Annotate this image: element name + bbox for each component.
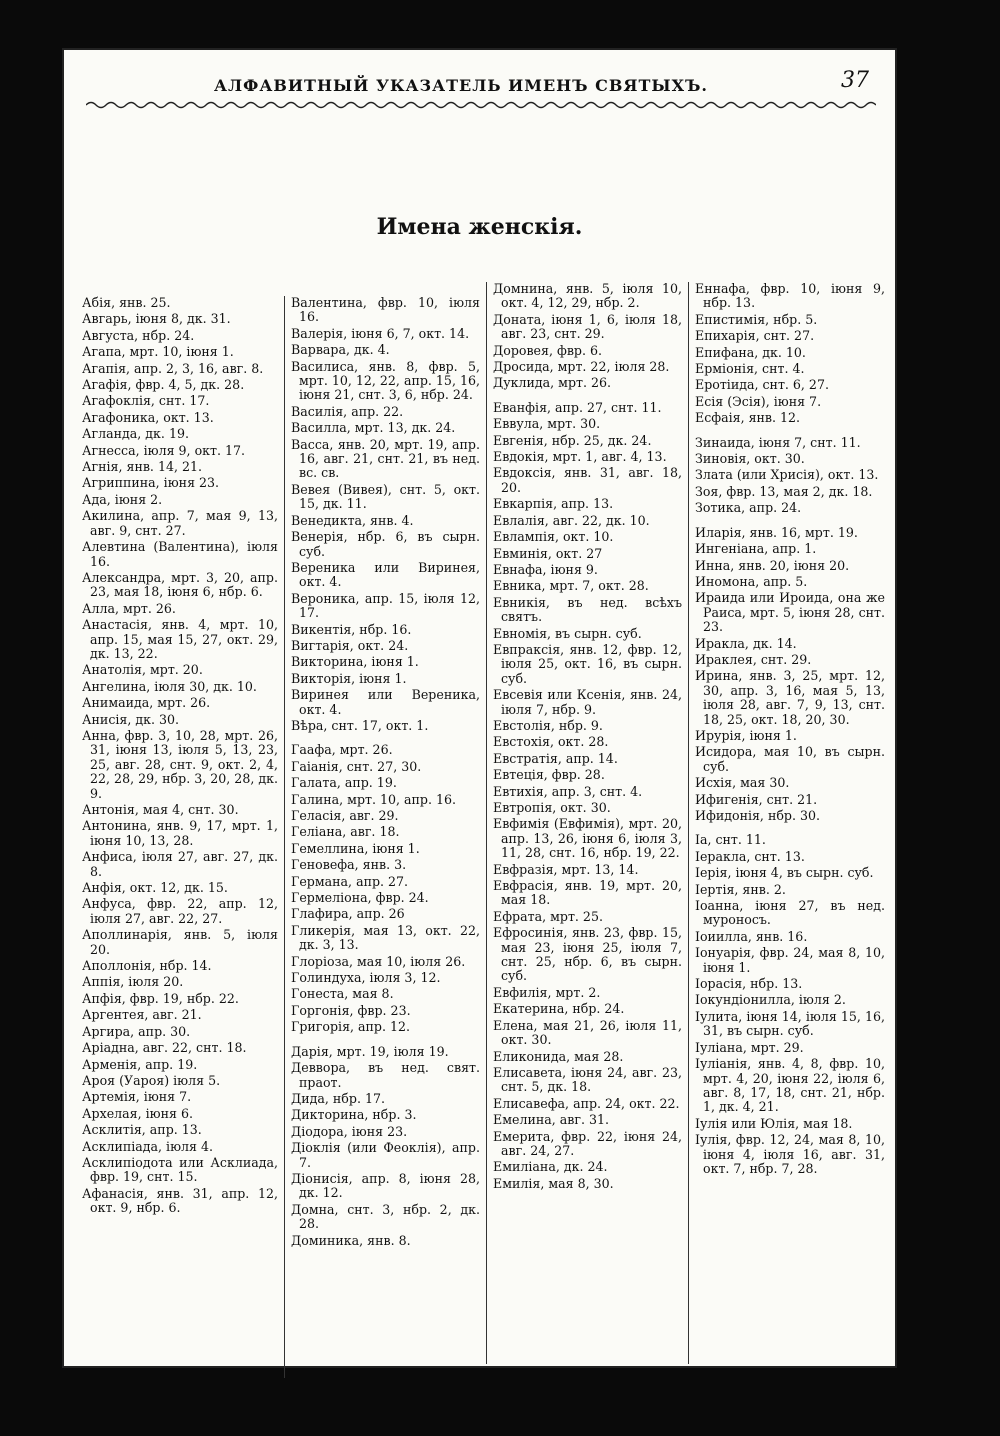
name-entry: Александра, мрт. 3, 20, апр. 23, мая 18, іюня 6, нбр. 6.: [82, 569, 278, 600]
name-entry: Евнафа, іюня 9.: [493, 561, 598, 577]
name-entry: Асклипіада, іюля 4.: [82, 1138, 214, 1154]
name-entry: Василла, мрт. 13, дк. 24.: [291, 420, 456, 436]
name-entry: Евгенія, нбр. 25, дк. 24.: [493, 432, 652, 448]
name-entry: Дарія, мрт. 19, іюля 19.: [291, 1043, 449, 1059]
name-entry: Викторина, іюня 1.: [291, 654, 419, 670]
name-entry: Иларія, янв. 16, мрт. 19.: [695, 524, 858, 540]
name-entry: Гаафа, мрт. 26.: [291, 742, 393, 758]
name-entry: Емиліана, дк. 24.: [493, 1159, 608, 1175]
name-entry: Дросида, мрт. 22, іюля 28.: [493, 359, 670, 375]
name-entry: Вереника или Виринея, окт. 4.: [291, 559, 480, 590]
name-entry: Доровея, фвр. 6.: [493, 342, 602, 358]
name-entry: Инна, янв. 20, іюня 20.: [695, 557, 850, 573]
name-entry: Зоя, фвр. 13, мая 2, дк. 18.: [695, 483, 873, 499]
name-entry: Анфиса, іюля 27, авг. 27, дк. 8.: [82, 849, 278, 879]
name-entry: Евсевія или Ксенія, янв. 24, іюля 7, нбр. 9.: [493, 687, 682, 717]
name-entry: Ифигенія, снт. 21.: [695, 791, 818, 807]
name-entry: Іуліана, мрт. 29.: [695, 1039, 804, 1055]
name-entry: Глоріоза, мая 10, іюля 26.: [291, 953, 466, 969]
page-number: 37: [841, 68, 869, 93]
name-entry: Іуліанія, янв. 4, 8, фвр. 10, мрт. 4, 20, іюня 22, іюля 6, авг. 8, 17, 18, снт. 21, нбр. 1, дк. 4, 21.: [695, 1056, 885, 1115]
name-entry: Аполлинарія, янв. 5, іюля 20.: [82, 927, 278, 957]
name-entry: Агнесса, іюля 9, окт. 17.: [82, 442, 246, 458]
name-entry: Елена, мая 21, 26, іюля 11, окт. 30.: [493, 1017, 682, 1048]
name-entry: Агапія, апр. 2, 3, 16, авг. 8.: [82, 360, 264, 376]
name-entry: Анфія, окт. 12, дк. 15.: [82, 880, 228, 896]
name-entry: Гликерія, мая 13, окт. 22, дк. 3, 13.: [291, 922, 480, 953]
name-entry: Голиндуха, іюля 3, 12.: [291, 970, 441, 986]
names-index: [76, 282, 889, 1364]
name-entry: Евлампія, окт. 10.: [493, 529, 614, 545]
name-entry: Аріадна, авг. 22, снт. 18.: [82, 1040, 247, 1056]
name-entry: Емелина, авг. 31.: [493, 1112, 609, 1128]
name-entry: Агланда, дк. 19.: [82, 426, 189, 442]
name-entry: Евтихія, апр. 3, снт. 4.: [493, 783, 643, 799]
name-entry: Афанасія, янв. 31, апр. 12, окт. 9, нбр. 6.: [82, 1185, 278, 1216]
name-entry: Іонуарія, фвр. 24, мая 8, 10, іюня 1.: [695, 945, 885, 975]
name-entry: Епистимія, нбр. 5.: [695, 311, 818, 327]
name-entry: Ада, іюня 2.: [82, 491, 163, 507]
name-entry: Евстохія, окт. 28.: [493, 734, 609, 750]
name-entry: Іоиилла, янв. 16.: [695, 928, 808, 944]
name-entry: Григорія, апр. 12.: [291, 1019, 411, 1035]
name-entry: Елисавета, іюня 24, авг. 23, снт. 5, дк. 18.: [493, 1064, 682, 1095]
name-entry: Агнія, янв. 14, 21.: [82, 459, 203, 475]
name-entry: Іулія, фвр. 12, 24, мая 8, 10, іюня 4, іюля 16, авг. 31, окт. 7, нбр. 7, 28.: [695, 1132, 885, 1176]
name-entry: Асклипіодота или Асклиада, фвр. 19, снт. 15.: [82, 1154, 278, 1185]
name-entry: Евфилія, мрт. 2.: [493, 984, 601, 1000]
name-entry: Геласія, авг. 29.: [291, 808, 399, 823]
name-entry: Ерміонія, снт. 4.: [695, 361, 805, 377]
name-entry: Іорасія, нбр. 13.: [695, 976, 803, 992]
name-entry: Валентина, фвр. 10, іюля 16.: [291, 296, 480, 325]
name-entry: Гермеліона, фвр. 24.: [291, 890, 429, 906]
name-entry: Евфимія (Евфимія), мрт. 20, апр. 13, 26, іюня 6, іюля 3, 11, 28, снт. 16, нбр. 19, 22.: [493, 816, 682, 861]
name-entry: Агапа, мрт. 10, іюня 1.: [82, 344, 234, 360]
name-entry: Евстратія, апр. 14.: [493, 750, 618, 766]
name-entry: Іертія, янв. 2.: [695, 881, 786, 897]
name-entry: Еликонида, мая 28.: [493, 1048, 624, 1064]
name-entry: Елисавефа, апр. 24, окт. 22.: [493, 1095, 680, 1111]
name-entry: Евфрасія, янв. 19, мрт. 20, мая 18.: [493, 878, 682, 908]
name-entry: Евтеція, фвр. 28.: [493, 767, 605, 783]
name-entry: Емилія, мая 8, 30.: [493, 1175, 614, 1191]
name-entry: Евдоксія, янв. 31, авг. 18, 20.: [493, 465, 682, 495]
name-entry: Аппія, іюля 20.: [82, 974, 184, 990]
name-entry: Дикторина, нбр. 3.: [291, 1107, 417, 1123]
name-entry: Варвара, дк. 4.: [291, 342, 390, 358]
name-entry: Евпраксія, янв. 12, фвр. 12, іюля 25, окт. 16, въ сырн. суб.: [493, 641, 682, 686]
name-entry: Агафоника, окт. 13.: [82, 409, 214, 425]
name-entry: Абія, янв. 25.: [82, 296, 171, 310]
name-entry: Ирурія, іюня 1.: [695, 727, 797, 743]
name-entry: Агриппина, іюня 23.: [82, 475, 220, 491]
name-entry: Германа, апр. 27.: [291, 873, 409, 889]
name-entry: Епифана, дк. 10.: [695, 344, 806, 360]
name-entry: Аполлонія, нбр. 14.: [82, 958, 212, 974]
name-entry: Глафира, апр. 26: [291, 906, 405, 922]
name-entry: Геліана, авг. 18.: [291, 824, 400, 840]
name-entry: Есфаія, янв. 12.: [695, 410, 801, 426]
name-entry: Горгонія, фвр. 23.: [291, 1002, 411, 1018]
name-entry: Венедикта, янв. 4.: [291, 512, 414, 528]
name-entry: Алла, мрт. 26.: [82, 600, 176, 616]
name-entry: Вероника, апр. 15, іюля 12, 17.: [291, 590, 480, 621]
name-entry: Евминія, окт. 27: [493, 545, 603, 561]
name-entry: Августа, нбр. 24.: [82, 327, 195, 343]
name-entry: Доната, іюня 1, 6, іюля 18, авг. 23, снт. 29.: [493, 311, 682, 342]
name-entry: Злата (или Хрисія), окт. 13.: [695, 467, 879, 483]
name-entry: Ирина, янв. 3, 25, мрт. 12, 30, апр. 3, 16, мая 5, 13, іюля 28, авг. 7, 9, 13, снт. 18, 25, окт. 18, 20, 30.: [695, 668, 885, 727]
name-entry: Зинаида, іюня 7, снт. 11.: [695, 434, 861, 450]
section-title: Имена женскія.: [376, 214, 583, 240]
name-entry: Вѣра, снт. 17, окт. 1.: [291, 717, 429, 733]
name-entry: Геновефа, янв. 3.: [291, 857, 407, 873]
name-entry: Галина, мрт. 10, апр. 16.: [291, 791, 457, 807]
name-entry: Екатерина, нбр. 24.: [493, 1001, 625, 1017]
name-entry: Вигтарія, окт. 24.: [291, 637, 409, 653]
page-header: [64, 50, 895, 110]
name-entry: Артемія, іюня 7.: [82, 1089, 192, 1105]
name-entry: Евлалія, авг. 22, дк. 10.: [493, 512, 650, 528]
name-entry: Галата, апр. 19.: [291, 775, 397, 791]
name-entry: Архелая, іюня 6.: [82, 1105, 193, 1121]
name-entry: Венерія, нбр. 6, въ сырн. суб.: [291, 529, 480, 559]
name-entry: Исхія, мая 30.: [695, 775, 790, 791]
name-entry: Иракла, дк. 14.: [695, 635, 797, 651]
name-entry: Евномія, въ сырн. суб.: [493, 625, 642, 641]
name-entry: Дуклида, мрт. 26.: [493, 375, 612, 391]
name-entry: Ифидонія, нбр. 30.: [695, 808, 821, 823]
name-entry: Іерія, іюня 4, въ сырн. суб.: [695, 865, 874, 881]
name-entry: Зиновія, окт. 30.: [695, 451, 805, 467]
name-entry: Евтропія, окт. 30.: [493, 800, 611, 815]
name-entry: Діоклія (или Феоклія), апр. 7.: [291, 1140, 480, 1170]
name-entry: Іокундіонилла, іюля 2.: [695, 992, 846, 1008]
name-entry: Дида, нбр. 17.: [291, 1090, 385, 1106]
name-entry: Иномона, апр. 5.: [695, 573, 808, 589]
name-entry: Анна, фвр. 3, 10, 28, мрт. 26, 31, іюня 13, іюля 5, 13, 23, 25, авг. 28, снт. 9, окт. 2, 4, 22, 28, 29, нбр. 3, 20, 28, дк. 9.: [82, 727, 278, 801]
name-entry: Анисія, дк. 30.: [82, 711, 180, 727]
wavy-rule: [86, 100, 876, 110]
name-entry: Емерита, фвр. 22, іюня 24, авг. 24, 27.: [493, 1128, 682, 1158]
running-title: АЛФАВИТНЫЙ УКАЗАТЕЛЬ ИМЕНЪ СВЯТЫХЪ.: [214, 76, 708, 95]
name-entry: Іа, снт. 11.: [695, 832, 766, 848]
column-4: [688, 282, 889, 1364]
name-entry: Евникія, въ нед. всѣхъ святъ.: [493, 594, 682, 625]
name-entry: Еванфія, апр. 27, снт. 11.: [493, 399, 662, 415]
name-entry: Зотика, апр. 24.: [695, 500, 802, 516]
name-entry: Гаіанія, снт. 27, 30.: [291, 758, 422, 774]
name-entry: Ангелина, іюля 30, дк. 10.: [82, 678, 257, 694]
name-entry: Евфразія, мрт. 13, 14.: [493, 861, 639, 877]
name-entry: Аргентея, авг. 21.: [82, 1007, 202, 1023]
name-entry: Евдокія, мрт. 1, авг. 4, 13.: [493, 449, 667, 465]
name-entry: Еннафа, фвр. 10, іюня 9, нбр. 13.: [695, 282, 885, 311]
name-entry: Алевтина (Валентина), іюля 16.: [82, 539, 278, 569]
name-entry: Іулита, іюня 14, іюля 15, 16, 31, въ сырн. суб.: [695, 1008, 885, 1039]
name-entry: Агафоклія, снт. 17.: [82, 393, 210, 409]
name-entry: Антонія, мая 4, снт. 30.: [82, 802, 239, 817]
name-entry: Іеракла, снт. 13.: [695, 848, 805, 864]
name-entry: Діонисія, апр. 8, іюня 28, дк. 12.: [291, 1170, 480, 1201]
name-entry: Евкарпія, апр. 13.: [493, 496, 614, 512]
name-entry: Анатолія, мрт. 20.: [82, 662, 203, 678]
name-entry: Анимаида, мрт. 26.: [82, 695, 211, 711]
name-entry: Деввора, въ нед. свят. праот.: [291, 1060, 480, 1090]
name-entry: Викентія, нбр. 16.: [291, 621, 412, 637]
name-entry: Іулія или Юлія, мая 18.: [695, 1115, 853, 1131]
page-sheet: [62, 48, 897, 1368]
name-entry: Вевея (Вивея), снт. 5, окт. 15, дк. 11.: [291, 481, 480, 512]
name-entry: Акилина, апр. 7, мая 9, 13, авг. 9, снт. 27.: [82, 508, 278, 538]
name-entry: Анастасія, янв. 4, мрт. 10, апр. 15, мая 15, 27, окт. 29, дк. 13, 22.: [82, 617, 278, 661]
name-entry: Ираклея, снт. 29.: [695, 651, 812, 667]
name-entry: Агафія, фвр. 4, 5, дк. 28.: [82, 377, 245, 393]
name-entry: Гемеллина, іюня 1.: [291, 840, 420, 856]
name-entry: Ефросинія, янв. 23, фвр. 15, мая 23, іюня 25, іюля 7, снт. 25, нбр. 6, въ сырн. суб.: [493, 925, 682, 984]
name-entry: Домнина, янв. 5, іюля 10, окт. 4, 12, 29, нбр. 2.: [493, 282, 682, 311]
column-2: [284, 296, 484, 1378]
name-entry: Викторія, іюня 1.: [291, 670, 407, 686]
name-entry: Васса, янв. 20, мрт. 19, апр. 16, авг. 21, снт. 21, въ нед. вс. св.: [291, 436, 480, 481]
name-entry: Василія, апр. 22.: [291, 403, 404, 419]
name-entry: Анфуса, фвр. 22, апр. 12, іюля 27, авг. 22, 27.: [82, 896, 278, 926]
name-entry: Ефрата, мрт. 25.: [493, 908, 603, 924]
name-entry: Ингеніана, апр. 1.: [695, 541, 817, 557]
name-entry: Доминика, янв. 8.: [291, 1232, 411, 1248]
name-entry: Гонеста, мая 8.: [291, 986, 394, 1002]
name-entry: Исидора, мая 10, въ сырн. суб.: [695, 744, 885, 774]
name-entry: Арменія, апр. 19.: [82, 1056, 198, 1072]
name-entry: Виринея или Вереника, окт. 4.: [291, 687, 480, 717]
name-entry: Апфія, фвр. 19, нбр. 22.: [82, 990, 239, 1006]
name-entry: Авгарь, іюня 8, дк. 31.: [82, 311, 231, 327]
name-entry: Ароя (Уароя) іюля 5.: [82, 1072, 221, 1088]
name-entry: Асклитія, апр. 13.: [82, 1122, 202, 1138]
column-1: [76, 296, 282, 1378]
name-entry: Епихарія, снт. 27.: [695, 328, 815, 344]
name-entry: Василиса, янв. 8, фвр. 5, мрт. 10, 12, 22, апр. 15, 16, іюня 21, снт. 3, 6, нбр. 24.: [291, 358, 480, 403]
name-entry: Домна, снт. 3, нбр. 2, дк. 28.: [291, 1201, 480, 1232]
name-entry: Еротіида, снт. 6, 27.: [695, 377, 829, 393]
name-entry: Діодора, іюня 23.: [291, 1123, 408, 1139]
name-entry: Аргира, апр. 30.: [82, 1023, 191, 1039]
name-entry: Антонина, янв. 9, 17, мрт. 1, іюня 10, 13, 28.: [82, 818, 278, 848]
name-entry: Евстолія, нбр. 9.: [493, 717, 603, 733]
name-entry: Есія (Эсія), іюня 7.: [695, 393, 822, 409]
name-entry: Іоанна, іюня 27, въ нед. муроносъ.: [695, 898, 885, 928]
name-entry: Ираида или Ироида, она же Раиса, мрт. 5, іюня 28, снт. 23.: [695, 590, 885, 635]
name-entry: Валерія, іюня 6, 7, окт. 14.: [291, 325, 470, 341]
name-entry: Евника, мрт. 7, окт. 28.: [493, 578, 649, 594]
column-3: [486, 282, 686, 1364]
name-entry: Еввула, мрт. 30.: [493, 416, 601, 432]
